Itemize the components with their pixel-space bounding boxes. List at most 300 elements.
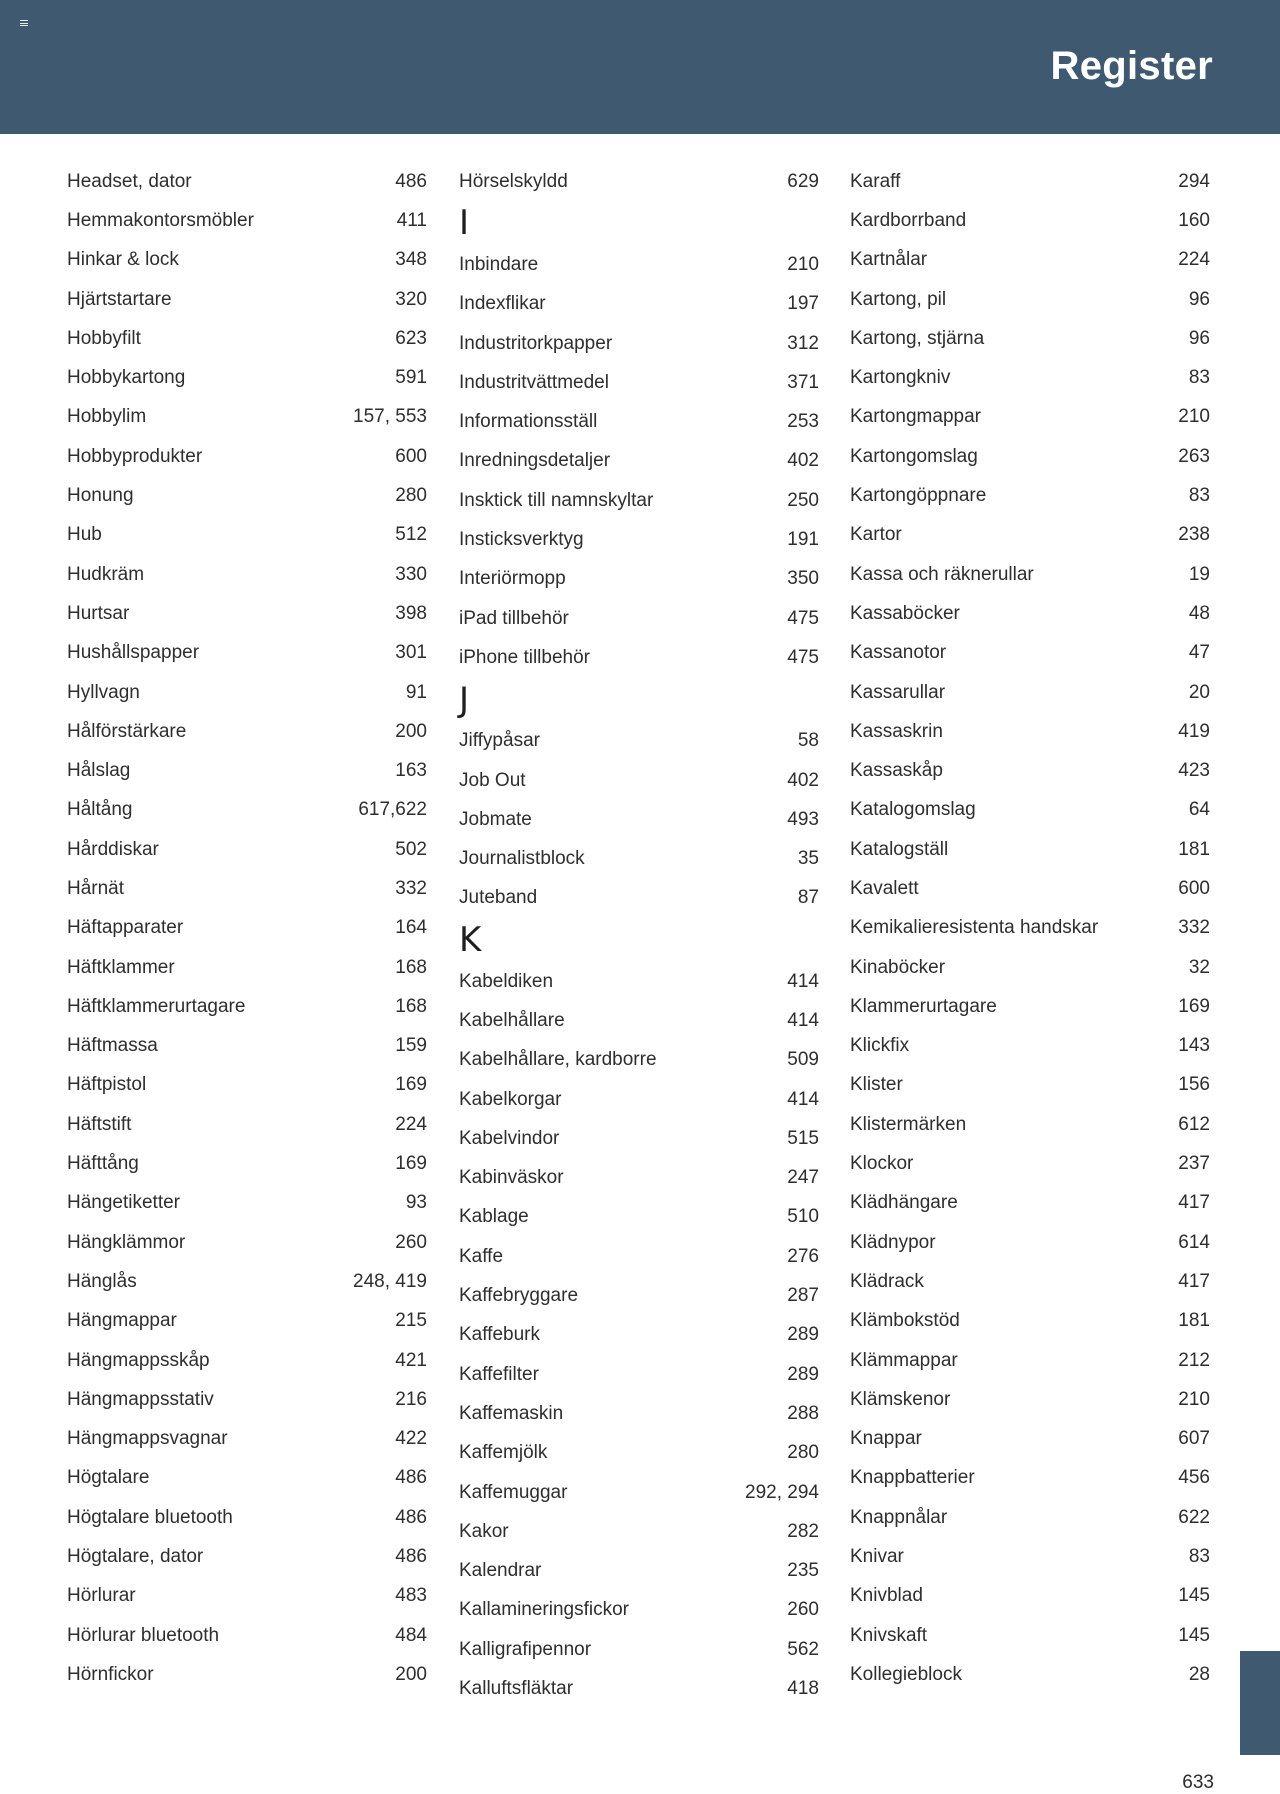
- index-term: Journalistblock: [459, 848, 585, 870]
- index-entry[interactable]: [850, 1027, 1210, 1066]
- index-term: Inredningsdetaljer: [459, 450, 611, 472]
- index-page-ref: 210: [787, 253, 819, 275]
- index-page-ref: 160: [1178, 209, 1210, 231]
- index-entry[interactable]: [459, 1394, 819, 1433]
- index-term: Kartor: [850, 524, 902, 546]
- index-page-ref: 93: [405, 1192, 427, 1214]
- index-term: Hängklämmor: [67, 1231, 186, 1253]
- index-page-ref: 414: [787, 1088, 819, 1110]
- index-page-ref: 484: [395, 1624, 427, 1646]
- index-entry[interactable]: [67, 909, 427, 948]
- index-entry[interactable]: [67, 712, 427, 751]
- index-entry[interactable]: [850, 1302, 1210, 1341]
- index-entry[interactable]: [459, 1198, 819, 1237]
- index-entry[interactable]: [67, 987, 427, 1026]
- section-letter: K: [459, 920, 482, 961]
- index-page-ref: 600: [1178, 877, 1210, 899]
- index-page-ref: 19: [1188, 563, 1210, 585]
- menu-icon[interactable]: [20, 20, 28, 26]
- index-term: Klädrack: [850, 1270, 924, 1292]
- index-entry[interactable]: [850, 1066, 1210, 1105]
- index-entry[interactable]: [459, 1434, 819, 1473]
- index-entry[interactable]: [850, 869, 1210, 908]
- index-entry[interactable]: [850, 1144, 1210, 1183]
- index-entry[interactable]: [67, 280, 427, 319]
- index-entry[interactable]: [850, 1223, 1210, 1262]
- index-entry[interactable]: [850, 555, 1210, 594]
- index-page-ref: 493: [787, 808, 819, 830]
- index-term: Kassaböcker: [850, 602, 960, 624]
- index-entry[interactable]: [459, 1276, 819, 1315]
- index-entry[interactable]: [67, 1616, 427, 1655]
- index-page-ref: 607: [1178, 1428, 1210, 1450]
- index-term: Häftstift: [67, 1113, 132, 1135]
- index-entry[interactable]: [459, 839, 819, 878]
- index-entry[interactable]: [850, 909, 1210, 948]
- index-entry[interactable]: [459, 638, 819, 677]
- index-page-ref: 32: [1188, 956, 1210, 978]
- index-entry[interactable]: [67, 830, 427, 869]
- index-page-ref: 156: [1178, 1074, 1210, 1096]
- index-term: Kallamineringsfickor: [459, 1599, 630, 1621]
- index-entry[interactable]: [459, 1355, 819, 1394]
- index-term: Kalluftsfläktar: [459, 1678, 574, 1700]
- index-term: Hushållspapper: [67, 642, 200, 664]
- index-entry[interactable]: [850, 516, 1210, 555]
- index-term: Kabinväskor: [459, 1167, 564, 1189]
- index-entry[interactable]: [850, 1459, 1210, 1498]
- index-page-ref: 28: [1188, 1663, 1210, 1685]
- index-term: Kabelvindor: [459, 1127, 560, 1149]
- index-entry[interactable]: [67, 791, 427, 830]
- index-page-ref: 282: [787, 1520, 819, 1542]
- index-term: Hobbyfilt: [67, 327, 141, 349]
- index-entry[interactable]: [67, 1223, 427, 1262]
- index-page-ref: 145: [1178, 1624, 1210, 1646]
- index-term: Kalendrar: [459, 1560, 542, 1582]
- index-page-ref: 417: [1178, 1192, 1210, 1214]
- index-term: Katalogomslag: [850, 799, 976, 821]
- index-term: Kavalett: [850, 877, 919, 899]
- index-term: Klister: [850, 1074, 903, 1096]
- index-page-ref: 237: [1178, 1153, 1210, 1175]
- index-page-ref: 486: [395, 1467, 427, 1489]
- index-entry[interactable]: [459, 560, 819, 599]
- index-page-ref: 96: [1188, 288, 1210, 310]
- index-page-ref: 87: [797, 887, 819, 909]
- index-term: Hängetiketter: [67, 1192, 181, 1214]
- index-entry[interactable]: [850, 948, 1210, 987]
- index-entry[interactable]: [67, 162, 427, 201]
- index-entry[interactable]: [850, 319, 1210, 358]
- index-term: Hårnät: [67, 877, 125, 899]
- index-entry[interactable]: [67, 1302, 427, 1341]
- index-page-ref: 502: [395, 838, 427, 860]
- index-page-ref: 411: [396, 209, 427, 231]
- index-entry[interactable]: [67, 358, 427, 397]
- index-entry[interactable]: [459, 599, 819, 638]
- index-page-ref: 320: [395, 288, 427, 310]
- index-entry[interactable]: [459, 1473, 819, 1512]
- index-term: Hobbykartong: [67, 367, 186, 389]
- index-entry[interactable]: [459, 1080, 819, 1119]
- index-page-ref: 248, 419: [353, 1270, 427, 1292]
- index-column-1: [67, 162, 427, 1695]
- index-page-ref: 486: [395, 1546, 427, 1568]
- index-entry[interactable]: [459, 1041, 819, 1080]
- index-term: Kaffemuggar: [459, 1481, 568, 1503]
- index-term: Högtalare, dator: [67, 1546, 204, 1568]
- index-entry[interactable]: [850, 476, 1210, 515]
- index-entry[interactable]: [67, 634, 427, 673]
- index-term: Kabelhållare, kardborre: [459, 1049, 657, 1071]
- index-term: Job Out: [459, 769, 526, 791]
- index-page-ref: 163: [395, 760, 427, 782]
- index-page-ref: 58: [797, 730, 819, 752]
- index-page-ref: 260: [787, 1599, 819, 1621]
- index-term: Knivblad: [850, 1585, 923, 1607]
- index-entry[interactable]: [850, 358, 1210, 397]
- index-entry[interactable]: [67, 1027, 427, 1066]
- index-entry[interactable]: [850, 712, 1210, 751]
- index-page-ref: 301: [395, 642, 427, 664]
- index-entry[interactable]: [459, 1159, 819, 1198]
- index-page-ref: 83: [1188, 485, 1210, 507]
- index-term: Knivar: [850, 1546, 904, 1568]
- index-term: Headset, dator: [67, 170, 192, 192]
- index-entry[interactable]: [67, 1498, 427, 1537]
- index-entry[interactable]: [850, 398, 1210, 437]
- index-term: Hängmappsstativ: [67, 1388, 214, 1410]
- index-entry[interactable]: [850, 241, 1210, 280]
- index-entry[interactable]: [850, 830, 1210, 869]
- index-term: Hörselskyldd: [459, 170, 568, 192]
- index-entry[interactable]: [459, 1669, 819, 1708]
- index-page-ref: 371: [787, 371, 819, 393]
- index-entry[interactable]: [67, 201, 427, 240]
- index-page-ref: 512: [395, 524, 427, 546]
- index-entry[interactable]: [67, 751, 427, 790]
- index-term: Kassaskåp: [850, 760, 943, 782]
- index-term: Informationsställ: [459, 411, 598, 433]
- index-term: Häftpistol: [67, 1074, 147, 1096]
- index-entry[interactable]: [67, 437, 427, 476]
- index-entry[interactable]: [850, 791, 1210, 830]
- index-page-ref: 418: [787, 1678, 819, 1700]
- index-term: Kassarullar: [850, 681, 946, 703]
- index-term: Hemmakontorsmöbler: [67, 209, 254, 231]
- index-entry[interactable]: [459, 520, 819, 559]
- index-page-ref: 260: [395, 1231, 427, 1253]
- index-term: Industritvättmedel: [459, 371, 609, 393]
- index-page-ref: 164: [395, 917, 427, 939]
- index-page-ref: 48: [1188, 602, 1210, 624]
- index-term: Kabeldiken: [459, 970, 554, 992]
- index-term: Industritorkpapper: [459, 332, 613, 354]
- index-entry[interactable]: [67, 948, 427, 987]
- index-term: Kollegieblock: [850, 1663, 962, 1685]
- section-letter: J: [459, 679, 470, 720]
- index-entry[interactable]: [459, 722, 819, 761]
- index-term: Kartongöppnare: [850, 485, 987, 507]
- index-term: Hörnfickor: [67, 1663, 154, 1685]
- index-page-ref: 280: [395, 485, 427, 507]
- index-entry[interactable]: [67, 1537, 427, 1576]
- index-entry[interactable]: [67, 1341, 427, 1380]
- index-term: Klickfix: [850, 1035, 910, 1057]
- index-term: Häftklammerurtagare: [67, 995, 246, 1017]
- index-entry[interactable]: [850, 987, 1210, 1026]
- index-entry[interactable]: [67, 476, 427, 515]
- index-entry[interactable]: [850, 1537, 1210, 1576]
- index-page-ref: 47: [1188, 642, 1210, 664]
- index-term: Hårddiskar: [67, 838, 159, 860]
- index-entry[interactable]: [850, 634, 1210, 673]
- index-entry[interactable]: [850, 1655, 1210, 1694]
- index-entry[interactable]: [850, 437, 1210, 476]
- index-page-ref: 159: [395, 1035, 427, 1057]
- index-page-ref: 83: [1188, 1546, 1210, 1568]
- index-column-2: [459, 162, 819, 1709]
- section-tab[interactable]: [1240, 1651, 1280, 1755]
- index-term: Hudkräm: [67, 563, 145, 585]
- index-term: Knappbatterier: [850, 1467, 975, 1489]
- index-entry[interactable]: [459, 1552, 819, 1591]
- index-page-ref: 250: [787, 489, 819, 511]
- index-page-ref: 197: [787, 293, 819, 315]
- index-term: Klammerurtagare: [850, 995, 997, 1017]
- index-entry[interactable]: [459, 442, 819, 481]
- index-entry[interactable]: [459, 1316, 819, 1355]
- index-entry[interactable]: [850, 1341, 1210, 1380]
- index-page-ref: 224: [1178, 249, 1210, 271]
- page-number: 633: [1182, 1772, 1214, 1793]
- index-entry[interactable]: [459, 1237, 819, 1276]
- index-term: Hörlurar: [67, 1585, 136, 1607]
- index-entry[interactable]: [459, 761, 819, 800]
- index-entry[interactable]: [850, 1577, 1210, 1616]
- index-page-ref: 398: [395, 602, 427, 624]
- index-term: Hänglås: [67, 1270, 137, 1292]
- index-entry[interactable]: [67, 555, 427, 594]
- index-page-ref: 168: [395, 995, 427, 1017]
- index-entry[interactable]: [67, 1655, 427, 1694]
- index-entry[interactable]: [67, 1380, 427, 1419]
- index-term: Insktick till namnskyltar: [459, 489, 654, 511]
- index-page-ref: 617,622: [358, 799, 427, 821]
- index-entry[interactable]: [850, 1262, 1210, 1301]
- index-term: Kalligrafipennor: [459, 1638, 592, 1660]
- index-page-ref: 96: [1188, 327, 1210, 349]
- index-term: Kaffemjölk: [459, 1442, 548, 1464]
- index-entry[interactable]: [67, 1184, 427, 1223]
- index-term: Hjärtstartare: [67, 288, 172, 310]
- index-page-ref: 253: [787, 411, 819, 433]
- index-term: Kablage: [459, 1206, 529, 1228]
- index-page-ref: 414: [787, 970, 819, 992]
- index-term: Kaffemaskin: [459, 1402, 564, 1424]
- index-page-ref: 215: [395, 1310, 427, 1332]
- index-page-ref: 486: [395, 1506, 427, 1528]
- index-term: Kartongomslag: [850, 445, 978, 467]
- index-page-ref: 414: [787, 1009, 819, 1031]
- index-entry[interactable]: [67, 869, 427, 908]
- index-term: Hörlurar bluetooth: [67, 1624, 220, 1646]
- index-column-3: [850, 162, 1210, 1695]
- index-page-ref: 35: [797, 848, 819, 870]
- index-term: Kaffeburk: [459, 1324, 540, 1346]
- index-term: Inbindare: [459, 253, 539, 275]
- index-page-ref: 91: [405, 681, 427, 703]
- index-page-ref: 181: [1178, 838, 1210, 860]
- index-entry[interactable]: [850, 673, 1210, 712]
- index-entry[interactable]: [459, 363, 819, 402]
- index-term: Katalogställ: [850, 838, 949, 860]
- section-letter: I: [459, 203, 470, 244]
- index-entry[interactable]: [67, 1420, 427, 1459]
- index-term: Kabelkorgar: [459, 1088, 562, 1110]
- index-term: Kaffefilter: [459, 1363, 539, 1385]
- index-page-ref: 224: [395, 1113, 427, 1135]
- index-page-ref: 157, 553: [353, 406, 427, 428]
- index-page-ref: 143: [1178, 1035, 1210, 1057]
- index-page-ref: 247: [787, 1167, 819, 1189]
- index-entry[interactable]: [850, 751, 1210, 790]
- index-term: Häfttång: [67, 1153, 139, 1175]
- index-page-ref: 263: [1178, 445, 1210, 467]
- index-page-ref: 276: [787, 1245, 819, 1267]
- index-page-ref: 475: [787, 607, 819, 629]
- index-page-ref: 456: [1178, 1467, 1210, 1489]
- index-entry[interactable]: [67, 673, 427, 712]
- index-page-ref: 216: [395, 1388, 427, 1410]
- index-entry[interactable]: [459, 324, 819, 363]
- index-entry[interactable]: [67, 1459, 427, 1498]
- index-entry[interactable]: [67, 1577, 427, 1616]
- index-page-ref: 145: [1178, 1585, 1210, 1607]
- index-term: Hobbyprodukter: [67, 445, 203, 467]
- index-page-ref: 348: [395, 249, 427, 271]
- index-entry[interactable]: [459, 162, 819, 201]
- index-page-ref: 181: [1178, 1310, 1210, 1332]
- index-entry[interactable]: [459, 800, 819, 839]
- index-entry[interactable]: [459, 245, 819, 284]
- index-page-ref: 83: [1188, 367, 1210, 389]
- index-term: Kardborrband: [850, 209, 967, 231]
- index-entry[interactable]: [850, 1184, 1210, 1223]
- index-term: Kakor: [459, 1520, 509, 1542]
- index-entry[interactable]: [459, 1630, 819, 1669]
- index-term: Honung: [67, 485, 134, 507]
- index-page-ref: 210: [1178, 406, 1210, 428]
- index-term: Jobmate: [459, 808, 532, 830]
- index-entry[interactable]: [67, 1066, 427, 1105]
- index-entry[interactable]: [850, 280, 1210, 319]
- index-entry[interactable]: [67, 1105, 427, 1144]
- index-page-ref: 235: [787, 1560, 819, 1582]
- index-entry[interactable]: [459, 285, 819, 324]
- index-page-ref: 289: [787, 1324, 819, 1346]
- index-entry[interactable]: [459, 1119, 819, 1158]
- index-entry[interactable]: [67, 516, 427, 555]
- index-entry[interactable]: [850, 594, 1210, 633]
- index-term: Högtalare: [67, 1467, 150, 1489]
- index-page-ref: 169: [1178, 995, 1210, 1017]
- index-term: Hub: [67, 524, 102, 546]
- index-page-ref: 169: [395, 1074, 427, 1096]
- index-term: Knappar: [850, 1428, 922, 1450]
- index-page-ref: 600: [395, 445, 427, 467]
- index-entry[interactable]: [67, 1262, 427, 1301]
- index-page-ref: 210: [1178, 1388, 1210, 1410]
- index-entry[interactable]: [459, 402, 819, 441]
- index-entry[interactable]: [459, 481, 819, 520]
- index-entry[interactable]: [67, 1144, 427, 1183]
- index-term: Kassaskrin: [850, 720, 943, 742]
- index-term: Hinkar & lock: [67, 249, 179, 271]
- index-entry[interactable]: [850, 1420, 1210, 1459]
- index-page-ref: 330: [395, 563, 427, 585]
- index-page-ref: 289: [787, 1363, 819, 1385]
- index-entry[interactable]: [850, 201, 1210, 240]
- index-term: Kassanotor: [850, 642, 947, 664]
- index-term: Hängmappsvagnar: [67, 1428, 228, 1450]
- index-page-ref: 486: [395, 170, 427, 192]
- index-term: Klämskenor: [850, 1388, 951, 1410]
- index-page-ref: 168: [395, 956, 427, 978]
- index-entry[interactable]: [459, 1591, 819, 1630]
- index-entry[interactable]: [459, 962, 819, 1001]
- index-entry[interactable]: [850, 1498, 1210, 1537]
- index-entry[interactable]: [459, 879, 819, 918]
- index-term: Hängmappsskåp: [67, 1349, 210, 1371]
- index-page-ref: 212: [1178, 1349, 1210, 1371]
- index-term: Hängmappar: [67, 1310, 177, 1332]
- index-page-ref: 350: [787, 568, 819, 590]
- index-term: Kassa och räknerullar: [850, 563, 1034, 585]
- index-page-ref: 422: [395, 1428, 427, 1450]
- index-term: Hobbylim: [67, 406, 147, 428]
- index-page-ref: 515: [787, 1127, 819, 1149]
- index-entry[interactable]: [67, 319, 427, 358]
- index-entry[interactable]: [67, 241, 427, 280]
- index-entry[interactable]: [850, 1380, 1210, 1419]
- index-page-ref: 20: [1188, 681, 1210, 703]
- index-page-ref: 417: [1178, 1270, 1210, 1292]
- index-page-ref: 200: [395, 1663, 427, 1685]
- index-term: Knappnålar: [850, 1506, 948, 1528]
- index-page-ref: 419: [1178, 720, 1210, 742]
- index-entry[interactable]: [67, 594, 427, 633]
- index-entry[interactable]: [850, 162, 1210, 201]
- index-page-ref: 562: [787, 1638, 819, 1660]
- index-page-ref: 332: [395, 877, 427, 899]
- index-term: Högtalare bluetooth: [67, 1506, 233, 1528]
- index-page-ref: 509: [787, 1049, 819, 1071]
- index-entry[interactable]: [850, 1616, 1210, 1655]
- index-term: iPad tillbehör: [459, 607, 569, 629]
- index-entry[interactable]: [459, 1001, 819, 1040]
- index-term: Hålförstärkare: [67, 720, 187, 742]
- header-bar: [0, 0, 1280, 134]
- index-page-ref: 475: [787, 646, 819, 668]
- index-page-ref: 280: [787, 1442, 819, 1464]
- index-entry[interactable]: [459, 1512, 819, 1551]
- index-term: Häftklammer: [67, 956, 175, 978]
- index-page-ref: 421: [395, 1349, 427, 1371]
- index-entry[interactable]: [67, 398, 427, 437]
- index-entry[interactable]: [850, 1105, 1210, 1144]
